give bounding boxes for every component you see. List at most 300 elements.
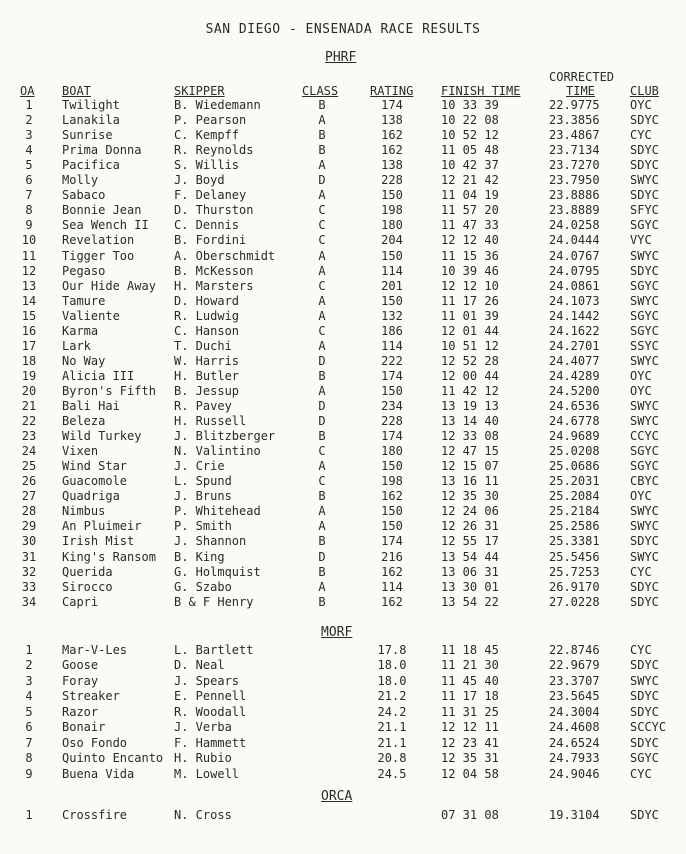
skipper-name: A. Oberschmidt xyxy=(174,248,276,263)
boat-name: Foray xyxy=(62,673,99,688)
club: SWYC xyxy=(630,549,659,564)
finish-time: 10 51 12 xyxy=(441,338,499,353)
corrected-time: 24.4608 xyxy=(549,720,600,735)
corrected-time: 24.6536 xyxy=(549,399,600,413)
club: SGYC xyxy=(630,218,659,233)
header-corrected-top: CORRECTED xyxy=(549,70,615,84)
overall-place: 4 xyxy=(25,143,33,158)
finish-time: 12 12 11 xyxy=(441,720,499,735)
skipper-name: H. Marsters xyxy=(174,278,254,293)
overall-place: 3 xyxy=(25,128,33,143)
table-row xyxy=(0,429,686,444)
boat-name: Goose xyxy=(62,658,99,673)
rating: 228 xyxy=(381,173,403,188)
overall-place: 14 xyxy=(21,293,37,308)
boat-name: Crossfire xyxy=(62,808,128,822)
skipper-name: D. Thurston xyxy=(174,203,254,218)
boat-name: Sunrise xyxy=(62,128,113,143)
header-skipper: SKIPPER xyxy=(174,84,225,98)
header-corrected-time: TIME xyxy=(566,84,595,98)
overall-place: 1 xyxy=(25,643,33,657)
finish-time: 12 33 08 xyxy=(441,429,499,444)
table-row xyxy=(0,113,686,128)
skipper-name: C. Kempff xyxy=(174,128,240,143)
page-title: SAN DIEGO - ENSENADA RACE RESULTS xyxy=(205,22,481,37)
club: SDYC xyxy=(630,689,659,704)
skipper-name: J. Blitzberger xyxy=(174,429,276,444)
skipper-name: E. Pennell xyxy=(174,689,247,704)
table-row xyxy=(0,128,686,143)
table-row xyxy=(0,767,686,782)
overall-place: 25 xyxy=(21,459,37,474)
finish-time: 12 24 06 xyxy=(441,504,499,519)
skipper-name: N. Cross xyxy=(174,808,232,822)
finish-time: 12 15 07 xyxy=(441,459,499,474)
club: SDYC xyxy=(630,594,659,609)
corrected-time: 19.3104 xyxy=(549,808,600,822)
rating: 174 xyxy=(381,429,403,444)
boat-name: Tigger Too xyxy=(62,248,135,263)
finish-time: 13 30 01 xyxy=(441,579,499,594)
club: SDYC xyxy=(630,735,659,750)
finish-time: 11 05 48 xyxy=(441,143,499,158)
corrected-time: 24.2701 xyxy=(549,338,600,353)
header-boat: BOAT xyxy=(62,84,91,98)
table-row xyxy=(0,369,686,384)
table-row xyxy=(0,233,686,248)
club: SSYC xyxy=(630,338,659,353)
club: SCCYC xyxy=(630,720,667,735)
boat-name: Bali Hai xyxy=(62,399,120,413)
club: SGYC xyxy=(630,278,659,293)
club: SDYC xyxy=(630,188,659,203)
club: SDYC xyxy=(630,158,659,173)
skipper-name: B. King xyxy=(174,549,225,564)
corrected-time: 23.5645 xyxy=(549,689,600,704)
table-row xyxy=(0,203,686,218)
finish-time: 13 16 11 xyxy=(441,474,499,489)
overall-place: 24 xyxy=(21,444,37,459)
finish-time: 10 33 39 xyxy=(441,98,499,112)
club: CCYC xyxy=(630,429,659,444)
class: C xyxy=(318,233,326,248)
skipper-name: P. Smith xyxy=(174,519,232,534)
class: A xyxy=(318,113,326,128)
corrected-time: 25.2084 xyxy=(549,489,600,504)
table-row xyxy=(0,324,686,339)
section-title-orca: ORCA xyxy=(321,789,353,804)
skipper-name: G. Holmquist xyxy=(174,564,261,579)
class: B xyxy=(318,128,326,143)
rating: 228 xyxy=(381,414,403,429)
table-row xyxy=(0,354,686,369)
class: A xyxy=(318,338,326,353)
boat-name: Quinto Encanto xyxy=(62,751,164,766)
table-row xyxy=(0,489,686,504)
rating: 198 xyxy=(381,474,403,489)
overall-place: 8 xyxy=(25,751,33,766)
club: SWYC xyxy=(630,248,659,263)
overall-place: 9 xyxy=(25,766,33,781)
rating: 150 xyxy=(381,504,403,519)
table-row xyxy=(0,580,686,595)
skipper-name: T. Duchi xyxy=(174,338,232,353)
header-oa: OA xyxy=(20,84,35,98)
boat-name: Sabaco xyxy=(62,188,106,203)
skipper-name: D. Howard xyxy=(174,293,240,308)
club: OYC xyxy=(630,368,652,383)
class: B xyxy=(318,143,326,158)
class: B xyxy=(318,429,326,444)
class: A xyxy=(318,519,326,534)
boat-name: Byron's Fifth xyxy=(62,383,156,398)
class: A xyxy=(318,459,326,474)
boat-name: Querida xyxy=(62,564,113,579)
rating: 138 xyxy=(381,158,403,173)
skipper-name: H. Russell xyxy=(174,414,247,429)
boat-name: Streaker xyxy=(62,689,120,704)
class: C xyxy=(318,444,326,459)
rating: 186 xyxy=(381,323,403,338)
rating: 21.1 xyxy=(377,735,407,750)
rating: 180 xyxy=(381,218,403,233)
club: SGYC xyxy=(630,751,659,766)
boat-name: Wild Turkey xyxy=(62,429,142,444)
overall-place: 16 xyxy=(21,323,37,338)
boat-name: Vixen xyxy=(62,444,99,459)
rating: 24.2 xyxy=(377,704,407,719)
club: SGYC xyxy=(630,444,659,459)
table-row xyxy=(0,384,686,399)
skipper-name: F. Hammett xyxy=(174,735,247,750)
table-row xyxy=(0,689,686,704)
finish-time: 10 22 08 xyxy=(441,113,499,128)
corrected-time: 24.0861 xyxy=(549,278,600,293)
skipper-name: H. Butler xyxy=(174,368,240,383)
boat-name: Capri xyxy=(62,594,99,609)
class: C xyxy=(318,218,326,233)
table-row xyxy=(0,188,686,203)
overall-place: 28 xyxy=(21,504,37,519)
skipper-name: D. Neal xyxy=(174,658,225,673)
corrected-time: 24.9689 xyxy=(549,429,600,444)
class: B xyxy=(318,98,326,112)
corrected-time: 25.2586 xyxy=(549,519,600,534)
skipper-name: C. Dennis xyxy=(174,218,240,233)
overall-place: 23 xyxy=(21,429,37,444)
overall-place: 32 xyxy=(21,564,37,579)
club: SFYC xyxy=(630,203,659,218)
club: VYC xyxy=(630,233,652,248)
finish-time: 11 15 36 xyxy=(441,248,499,263)
boat-name: Sea Wench II xyxy=(62,218,149,233)
table-row xyxy=(0,720,686,735)
section-title-phrf: PHRF xyxy=(325,50,357,65)
corrected-time: 24.3004 xyxy=(549,704,600,719)
header-finish-time: FINISH TIME xyxy=(441,84,521,98)
overall-place: 20 xyxy=(21,383,37,398)
corrected-time: 24.7933 xyxy=(549,751,600,766)
finish-time: 11 42 12 xyxy=(441,383,499,398)
corrected-time: 25.2031 xyxy=(549,474,600,489)
skipper-name: B & F Henry xyxy=(174,594,254,609)
rating: 174 xyxy=(381,98,403,112)
skipper-name: L. Bartlett xyxy=(174,643,254,657)
club: SDYC xyxy=(630,658,659,673)
corrected-time: 23.4867 xyxy=(549,128,600,143)
boat-name: King's Ransom xyxy=(62,549,156,564)
overall-place: 30 xyxy=(21,534,37,549)
boat-name: Quadriga xyxy=(62,489,120,504)
skipper-name: B. Wiedemann xyxy=(174,98,261,112)
finish-time: 11 21 30 xyxy=(441,658,499,673)
table-row xyxy=(0,339,686,354)
corrected-time: 23.3707 xyxy=(549,673,600,688)
overall-place: 6 xyxy=(25,173,33,188)
finish-time: 12 00 44 xyxy=(441,368,499,383)
rating: 114 xyxy=(381,579,403,594)
overall-place: 5 xyxy=(25,158,33,173)
table-row xyxy=(0,736,686,751)
overall-place: 26 xyxy=(21,474,37,489)
table-row xyxy=(0,705,686,720)
corrected-time: 24.9046 xyxy=(549,766,600,781)
club: SWYC xyxy=(630,293,659,308)
rating: 18.0 xyxy=(377,658,407,673)
overall-place: 18 xyxy=(21,353,37,368)
finish-time: 07 31 08 xyxy=(441,808,499,822)
rating: 162 xyxy=(381,489,403,504)
table-row xyxy=(0,249,686,264)
header-club: CLUB xyxy=(630,84,659,98)
rating: 21.1 xyxy=(377,720,407,735)
finish-time: 12 35 30 xyxy=(441,489,499,504)
finish-time: 12 47 15 xyxy=(441,444,499,459)
rating: 150 xyxy=(381,248,403,263)
table-row xyxy=(0,279,686,294)
corrected-time: 22.9679 xyxy=(549,658,600,673)
club: SWYC xyxy=(630,673,659,688)
club: SGYC xyxy=(630,308,659,323)
corrected-time: 24.5200 xyxy=(549,383,600,398)
corrected-time: 24.1622 xyxy=(549,323,600,338)
table-row xyxy=(0,444,686,459)
rating: 201 xyxy=(381,278,403,293)
overall-place: 4 xyxy=(25,689,33,704)
skipper-name: P. Pearson xyxy=(174,113,247,128)
finish-time: 11 04 19 xyxy=(441,188,499,203)
club: SDYC xyxy=(630,704,659,719)
boat-name: No Way xyxy=(62,353,106,368)
table-row xyxy=(0,218,686,233)
corrected-time: 24.0258 xyxy=(549,218,600,233)
overall-place: 6 xyxy=(25,720,33,735)
finish-time: 12 35 31 xyxy=(441,751,499,766)
finish-time: 12 26 31 xyxy=(441,519,499,534)
rating: 138 xyxy=(381,113,403,128)
finish-time: 11 17 26 xyxy=(441,293,499,308)
boat-name: Bonnie Jean xyxy=(62,203,142,218)
boat-name: Tamure xyxy=(62,293,106,308)
table-row xyxy=(0,751,686,766)
skipper-name: R. Pavey xyxy=(174,399,232,413)
rating: 162 xyxy=(381,143,403,158)
corrected-time: 25.7253 xyxy=(549,564,600,579)
club: SGYC xyxy=(630,323,659,338)
finish-time: 10 42 37 xyxy=(441,158,499,173)
corrected-time: 24.1073 xyxy=(549,293,600,308)
class: A xyxy=(318,308,326,323)
corrected-time: 23.8889 xyxy=(549,203,600,218)
boat-name: Razor xyxy=(62,704,99,719)
boat-name: Pacifica xyxy=(62,158,120,173)
finish-time: 12 12 10 xyxy=(441,278,499,293)
overall-place: 2 xyxy=(25,113,33,128)
overall-place: 8 xyxy=(25,203,33,218)
finish-time: 12 55 17 xyxy=(441,534,499,549)
club: CYC xyxy=(630,766,652,781)
corrected-time: 25.0686 xyxy=(549,459,600,474)
boat-name: Sirocco xyxy=(62,579,113,594)
corrected-time: 24.0444 xyxy=(549,233,600,248)
corrected-time: 25.5456 xyxy=(549,549,600,564)
rating: 216 xyxy=(381,549,403,564)
rating: 21.2 xyxy=(377,689,407,704)
skipper-name: R. Reynolds xyxy=(174,143,254,158)
table-row xyxy=(0,595,686,610)
class: D xyxy=(318,173,326,188)
overall-place: 21 xyxy=(21,399,37,413)
club: CYC xyxy=(630,564,652,579)
table-row xyxy=(0,309,686,324)
finish-time: 12 52 28 xyxy=(441,353,499,368)
overall-place: 5 xyxy=(25,704,33,719)
club: OYC xyxy=(630,383,652,398)
class: C xyxy=(318,203,326,218)
class: A xyxy=(318,158,326,173)
corrected-time: 24.6524 xyxy=(549,735,600,750)
club: SDYC xyxy=(630,143,659,158)
table-row xyxy=(0,808,686,823)
finish-time: 10 39 46 xyxy=(441,263,499,278)
club: SWYC xyxy=(630,173,659,188)
club: SWYC xyxy=(630,399,659,413)
rating: 180 xyxy=(381,444,403,459)
club: CYC xyxy=(630,128,652,143)
rating: 222 xyxy=(381,353,403,368)
corrected-time: 25.2184 xyxy=(549,504,600,519)
table-row xyxy=(0,459,686,474)
rating: 20.8 xyxy=(377,751,407,766)
class: C xyxy=(318,474,326,489)
class: A xyxy=(318,579,326,594)
table-row xyxy=(0,550,686,565)
skipper-name: M. Lowell xyxy=(174,766,240,781)
rating: 198 xyxy=(381,203,403,218)
boat-name: Pegaso xyxy=(62,263,106,278)
class: A xyxy=(318,293,326,308)
club: SDYC xyxy=(630,579,659,594)
club: OYC xyxy=(630,98,652,112)
class: D xyxy=(318,549,326,564)
class: D xyxy=(318,414,326,429)
corrected-time: 26.9170 xyxy=(549,579,600,594)
finish-time: 12 04 58 xyxy=(441,766,499,781)
rating: 114 xyxy=(381,263,403,278)
overall-place: 13 xyxy=(21,278,37,293)
rating: 114 xyxy=(381,338,403,353)
rating: 132 xyxy=(381,308,403,323)
club: OYC xyxy=(630,489,652,504)
section-title-morf: MORF xyxy=(321,625,353,640)
rating: 174 xyxy=(381,534,403,549)
table-row xyxy=(0,98,686,113)
overall-place: 12 xyxy=(21,263,37,278)
rating: 162 xyxy=(381,594,403,609)
overall-place: 34 xyxy=(21,594,37,609)
table-row xyxy=(0,158,686,173)
overall-place: 17 xyxy=(21,338,37,353)
table-row xyxy=(0,264,686,279)
finish-time: 13 06 31 xyxy=(441,564,499,579)
skipper-name: J. Boyd xyxy=(174,173,225,188)
club: SDYC xyxy=(630,113,659,128)
skipper-name: B. McKesson xyxy=(174,263,254,278)
skipper-name: J. Shannon xyxy=(174,534,247,549)
table-row xyxy=(0,674,686,689)
club: SGYC xyxy=(630,459,659,474)
skipper-name: B. Jessup xyxy=(174,383,240,398)
overall-place: 7 xyxy=(25,188,33,203)
rating: 204 xyxy=(381,233,403,248)
skipper-name: J. Bruns xyxy=(174,489,232,504)
corrected-time: 25.3381 xyxy=(549,534,600,549)
table-row xyxy=(0,643,686,658)
club: SWYC xyxy=(630,519,659,534)
club: CBYC xyxy=(630,474,659,489)
boat-name: Irish Mist xyxy=(62,534,135,549)
boat-name: Wind Star xyxy=(62,459,128,474)
finish-time: 13 14 40 xyxy=(441,414,499,429)
class: C xyxy=(318,278,326,293)
overall-place: 22 xyxy=(21,414,37,429)
rating: 150 xyxy=(381,188,403,203)
finish-time: 11 47 33 xyxy=(441,218,499,233)
table-row xyxy=(0,173,686,188)
finish-time: 11 57 20 xyxy=(441,203,499,218)
finish-time: 11 01 39 xyxy=(441,308,499,323)
rating: 24.5 xyxy=(377,766,407,781)
boat-name: Beleza xyxy=(62,414,106,429)
overall-place: 9 xyxy=(25,218,33,233)
overall-place: 19 xyxy=(21,368,37,383)
overall-place: 29 xyxy=(21,519,37,534)
club: SDYC xyxy=(630,534,659,549)
corrected-time: 27.0228 xyxy=(549,594,600,609)
rating: 234 xyxy=(381,399,403,413)
class: D xyxy=(318,399,326,413)
boat-name: Guacomole xyxy=(62,474,128,489)
overall-place: 10 xyxy=(21,233,37,248)
skipper-name: B. Fordini xyxy=(174,233,247,248)
boat-name: Valiente xyxy=(62,308,120,323)
class: B xyxy=(318,368,326,383)
class: C xyxy=(318,323,326,338)
finish-time: 11 18 45 xyxy=(441,643,499,657)
skipper-name: S. Willis xyxy=(174,158,240,173)
boat-name: Karma xyxy=(62,323,99,338)
corrected-time: 23.3856 xyxy=(549,113,600,128)
